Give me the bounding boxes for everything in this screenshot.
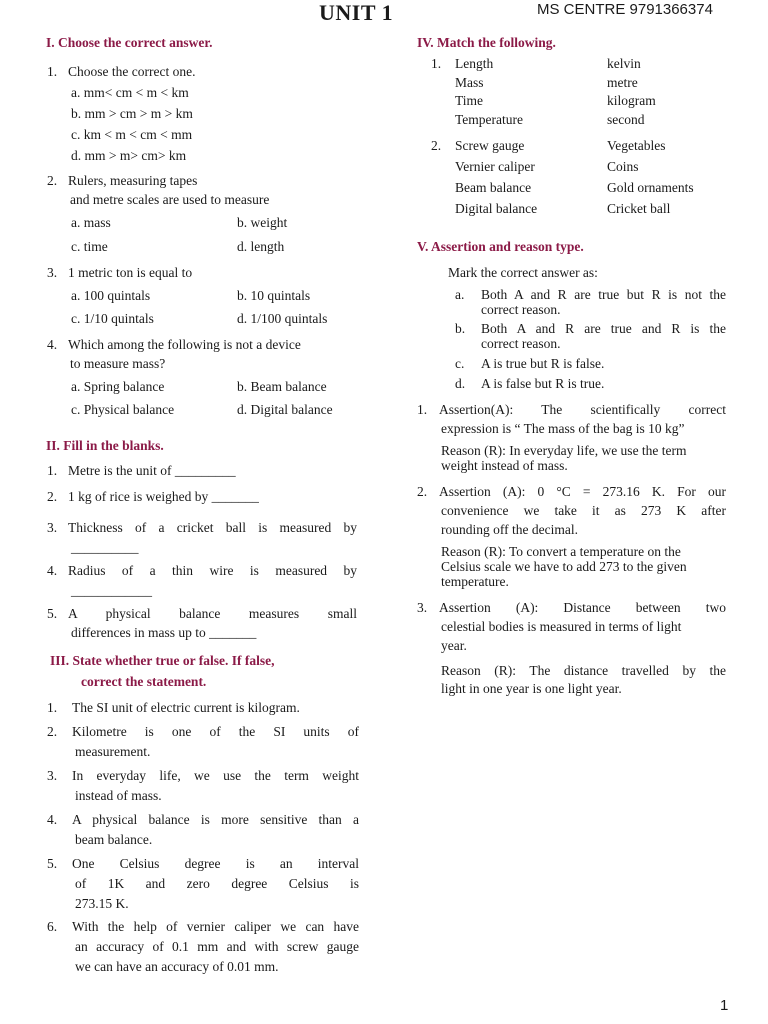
match-right-item: Vegetables — [607, 138, 666, 153]
assertion-text: Assertion (A): Distance between two — [439, 600, 726, 615]
question-text: and metre scales are used to measure — [70, 192, 270, 207]
option-text: correct reason. — [481, 302, 561, 317]
question-number: 1. — [47, 463, 58, 478]
match-right-item: Coins — [607, 159, 639, 174]
question-text: A physical balance is more sensitive than a — [72, 812, 359, 827]
question-number: 2. — [417, 484, 428, 499]
option-b: b. weight — [237, 215, 288, 230]
question-text: Which among the following is not a device — [68, 337, 301, 352]
question-text: Kilometre is one of the SI units of — [72, 724, 359, 739]
question-number: 1. — [417, 402, 428, 417]
assertion-text: Assertion (A): 0 °C = 273.16 K. For our — [439, 484, 726, 499]
match-left-item: Screw gauge — [455, 138, 525, 153]
question-number: 4. — [47, 563, 58, 578]
question-text: of 1K and zero degree Celsius is — [75, 876, 359, 891]
question-text: In everyday life, we use the term weight — [72, 768, 359, 783]
question-number: 5. — [47, 606, 58, 621]
option-a: a. Spring balance — [71, 379, 165, 394]
question-number: 6. — [47, 919, 58, 934]
section-heading-true-false: III. State whether true or false. If false, — [50, 653, 275, 668]
question-text: an accuracy of 0.1 mm and with screw gauge — [75, 939, 359, 954]
reason-text: weight instead of mass. — [441, 458, 568, 473]
centre-watermark: MS CENTRE 9791366374 — [537, 1, 713, 18]
assertion-text: convenience we take it as 273 K after — [441, 503, 726, 518]
option-d: d. Digital balance — [237, 402, 333, 417]
match-right-item: kilogram — [607, 93, 656, 108]
question-text: Radius of a thin wire is measured by — [68, 563, 357, 578]
match-left-item: Beam balance — [455, 180, 532, 195]
assertion-text: expression is “ The mass of the bag is 10 kg” — [441, 421, 685, 436]
page-title: UNIT 1 — [319, 0, 394, 25]
question-number: 2. — [47, 489, 58, 504]
match-right-item: Gold ornaments — [607, 180, 694, 195]
section-heading-assertion: V. Assertion and reason type. — [417, 239, 584, 254]
match-left-item: Temperature — [455, 112, 524, 127]
question-number: 4. — [47, 812, 58, 827]
match-left-item: Digital balance — [455, 201, 538, 216]
question-text: With the help of vernier caliper we can have — [72, 919, 359, 934]
assertion-text: Assertion(A): The scientifically correct — [439, 402, 726, 417]
match-right-item: second — [607, 112, 645, 127]
option-b: b. 10 quintals — [237, 288, 311, 303]
option-text: Both A and R are true and R is the — [481, 321, 726, 336]
match-right-item: Cricket ball — [607, 201, 671, 216]
question-number: 3. — [47, 768, 58, 783]
reason-text: Celsius scale we have to add 273 to the given — [441, 559, 687, 574]
section-heading-match: IV. Match the following. — [417, 35, 556, 50]
option-d: d. 1/100 quintals — [237, 311, 328, 326]
match-right-item: metre — [607, 75, 638, 90]
instruction-text: Mark the correct answer as: — [448, 265, 598, 280]
option-a: a. mass — [71, 215, 111, 230]
option-c: c. time — [71, 239, 108, 254]
reason-text: temperature. — [441, 574, 509, 589]
option-b: b. Beam balance — [237, 379, 327, 394]
section-heading-fill-blanks: II. Fill in the blanks. — [46, 438, 164, 453]
option-a: a. mm< cm < m < km — [71, 85, 189, 100]
match-left-item: Mass — [455, 75, 484, 90]
option-c: c. Physical balance — [71, 402, 175, 417]
question-text: The SI unit of electric current is kilogram. — [72, 700, 300, 715]
page-number: 1 — [720, 997, 729, 1014]
match-left-item: Vernier caliper — [455, 159, 535, 174]
assertion-text: rounding off the decimal. — [441, 522, 578, 537]
question-number: 1. — [431, 56, 442, 71]
question-text: 1 kg of rice is weighed by _______ — [68, 489, 259, 504]
question-text: Rulers, measuring tapes — [68, 173, 198, 188]
reason-text: Reason (R): To convert a temperature on the — [441, 544, 681, 559]
question-text: we can have an accuracy of 0.01 mm. — [75, 959, 279, 974]
blank-line: __________ — [71, 540, 139, 555]
option-key: c. — [455, 356, 465, 371]
option-key: a. — [455, 287, 465, 302]
section-heading-choose: I. Choose the correct answer. — [46, 35, 213, 50]
question-text: Choose the correct one. — [68, 64, 196, 79]
option-c: c. 1/10 quintals — [71, 311, 154, 326]
question-text: One Celsius degree is an interval — [72, 856, 359, 871]
option-b: b. mm > cm > m > km — [71, 106, 193, 121]
question-text: differences in mass up to _______ — [71, 625, 257, 640]
option-a: a. 100 quintals — [71, 288, 151, 303]
option-text: A is true but R is false. — [481, 356, 605, 371]
option-key: d. — [455, 376, 466, 391]
assertion-text: celestial bodies is measured in terms of light — [441, 619, 682, 634]
section-heading-true-false-line2: correct the statement. — [81, 674, 207, 689]
question-text: A physical balance measures small — [68, 606, 357, 621]
question-number: 3. — [417, 600, 428, 615]
question-number: 2. — [47, 724, 58, 739]
assertion-text: year. — [441, 638, 467, 653]
question-number: 5. — [47, 856, 58, 871]
match-left-item: Time — [455, 93, 484, 108]
question-number: 3. — [47, 520, 58, 535]
question-text: Metre is the unit of _________ — [68, 463, 236, 478]
question-number: 4. — [47, 337, 58, 352]
question-text: beam balance. — [75, 832, 153, 847]
question-number: 1. — [47, 64, 58, 79]
option-text: correct reason. — [481, 336, 561, 351]
question-text: 273.15 K. — [75, 896, 129, 911]
question-text: to measure mass? — [70, 356, 166, 371]
question-number: 2. — [47, 173, 58, 188]
match-left-item: Length — [455, 56, 494, 71]
option-d: d. mm > m> cm> km — [71, 148, 187, 163]
blank-line: ____________ — [71, 583, 152, 598]
reason-text: light in one year is one light year. — [441, 681, 622, 696]
question-number: 1. — [47, 700, 58, 715]
question-text: instead of mass. — [75, 788, 162, 803]
question-text: 1 metric ton is equal to — [68, 265, 193, 280]
option-key: b. — [455, 321, 466, 336]
option-d: d. length — [237, 239, 285, 254]
question-number: 3. — [47, 265, 58, 280]
option-text: A is false but R is true. — [481, 376, 605, 391]
option-text: Both A and R are true but R is not the — [481, 287, 726, 302]
reason-text: Reason (R): The distance travelled by the — [441, 663, 726, 678]
reason-text: Reason (R): In everyday life, we use the term — [441, 443, 687, 458]
option-c: c. km < m < cm < mm — [71, 127, 193, 142]
question-number: 2. — [431, 138, 442, 153]
match-right-item: kelvin — [607, 56, 641, 71]
question-text: Thickness of a cricket ball is measured by — [68, 520, 357, 535]
question-text: measurement. — [75, 744, 151, 759]
